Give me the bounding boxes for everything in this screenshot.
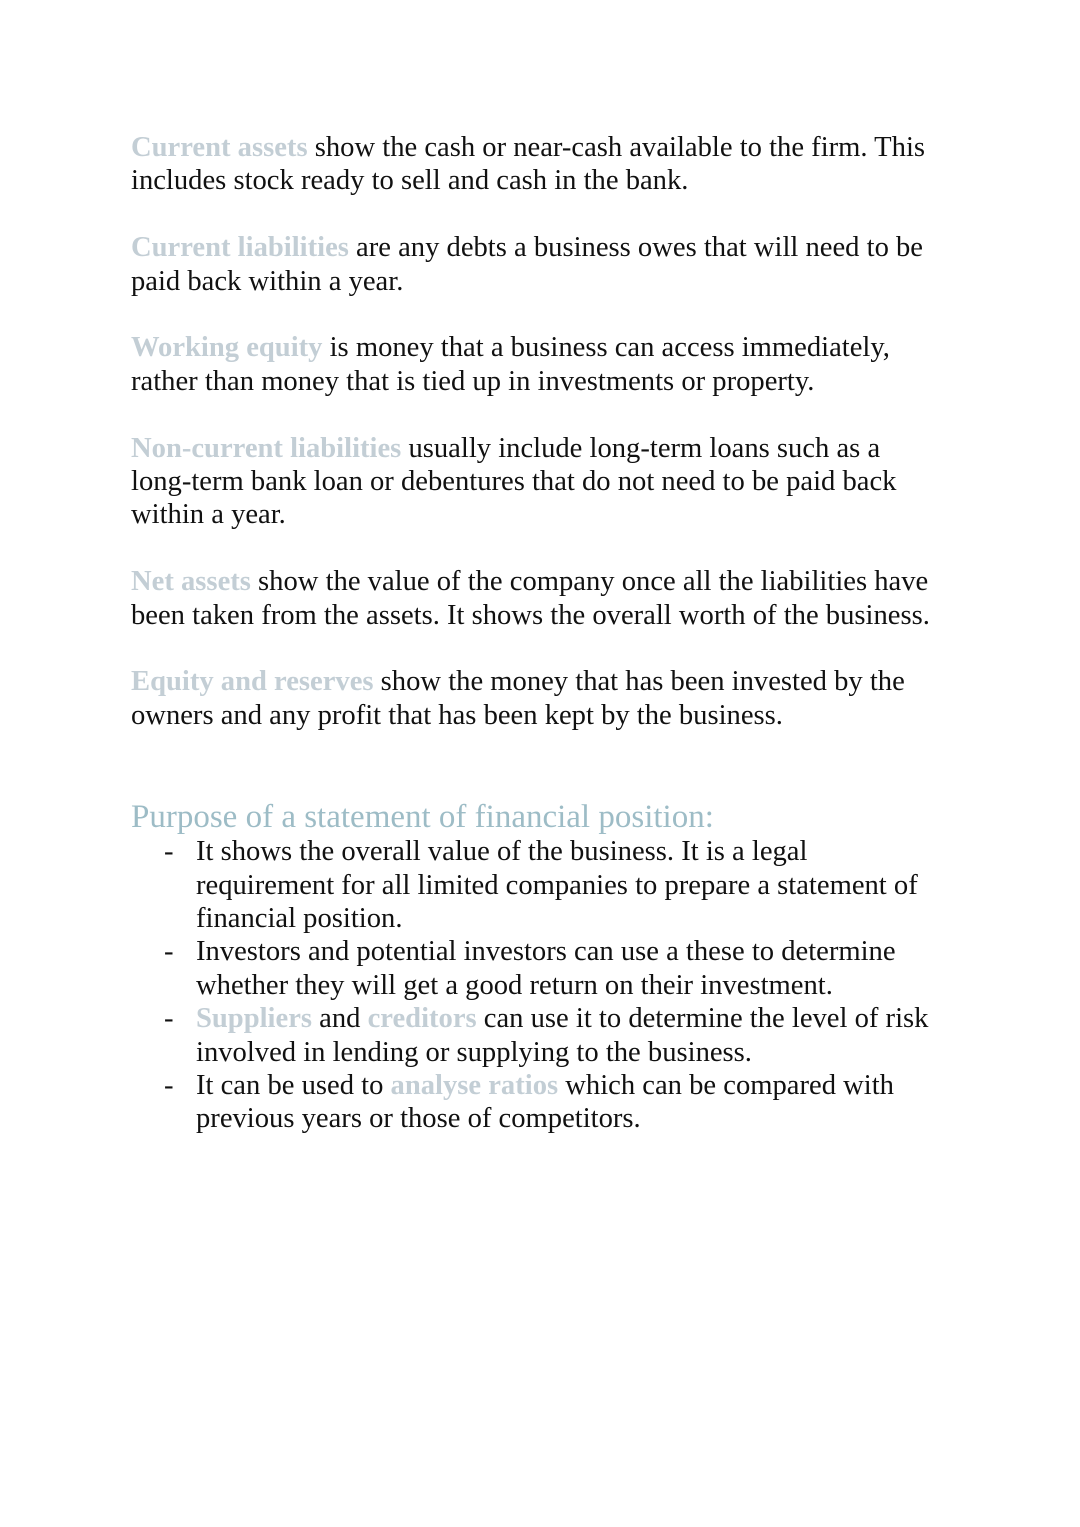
text-line <box>131 365 961 398</box>
list-item <box>131 1002 961 1069</box>
bullet-dash: - <box>164 1070 174 1102</box>
text-line <box>196 869 961 902</box>
body-text: are any debts a business owes that will need to be <box>348 232 923 264</box>
key-term: Working equity <box>131 332 323 364</box>
definition-paragraph <box>131 432 961 532</box>
body-text: show the cash or near-cash available to the firm. This <box>307 132 926 163</box>
key-term: creditors <box>367 1003 477 1035</box>
text-line <box>196 1069 961 1102</box>
section-heading: Purpose of a statement of financial position: <box>131 799 714 836</box>
body-text: previous years or those of competitors. <box>196 1103 641 1135</box>
bullet-dash: - <box>164 1003 174 1035</box>
purpose-list <box>131 835 961 1136</box>
body-text: involved in lending or supplying to the business. <box>196 1036 752 1068</box>
body-text: owners and any profit that has been kept by the business. <box>131 699 783 731</box>
key-term: Equity and reserves <box>131 666 374 698</box>
text-line <box>196 902 961 935</box>
body-text: It can be used to <box>196 1070 391 1102</box>
definition-paragraph <box>131 665 961 732</box>
key-term: Current liabilities <box>131 232 349 264</box>
body-text: show the money that has been invested by the <box>373 666 905 698</box>
text-line <box>131 599 961 632</box>
text-line <box>131 699 961 732</box>
body-text: within a year. <box>131 499 286 531</box>
body-text: whether they will get a good return on their investment. <box>196 969 833 1001</box>
text-line <box>131 498 961 531</box>
text-line <box>196 835 961 868</box>
body-text: financial position. <box>196 903 403 935</box>
document-page <box>131 131 961 1136</box>
text-line <box>196 1036 961 1069</box>
body-text: can use it to determine the level of risk <box>476 1003 929 1035</box>
bullet-dash: - <box>164 836 174 868</box>
definition-paragraph <box>131 565 961 632</box>
key-term: Non-current liabilities <box>131 432 402 464</box>
text-line <box>131 432 961 465</box>
text-line <box>196 1102 961 1135</box>
body-text: been taken from the assets. It shows the overall worth of the business. <box>131 599 930 631</box>
key-term: Current assets <box>131 132 308 163</box>
text-line <box>131 331 961 364</box>
body-text: usually include long-term loans such as a <box>401 432 881 464</box>
body-text: requirement for all limited companies to prepare a statement of <box>196 869 918 901</box>
body-text: and <box>312 1003 368 1035</box>
text-line <box>131 131 961 164</box>
key-term: Net assets <box>131 566 251 598</box>
key-term: analyse ratios <box>390 1070 559 1102</box>
text-line <box>196 1002 961 1035</box>
text-line <box>131 164 961 197</box>
body-text: includes stock ready to sell and cash in the bank. <box>131 165 689 197</box>
body-text: Investors and potential investors can use a these to determine <box>196 936 896 968</box>
text-line <box>131 265 961 298</box>
body-text: paid back within a year. <box>131 265 404 297</box>
key-term: Suppliers <box>196 1003 313 1035</box>
text-line <box>196 935 961 968</box>
text-line <box>131 465 961 498</box>
body-text: rather than money that is tied up in investments or property. <box>131 365 815 397</box>
definitions-section <box>131 131 961 732</box>
body-text: long-term bank loan or debentures that do not need to be paid back <box>131 466 897 498</box>
definition-paragraph <box>131 231 961 298</box>
list-item <box>131 935 961 1002</box>
bullet-dash: - <box>164 936 174 968</box>
body-text: which can be compared with <box>558 1070 894 1102</box>
text-line <box>131 565 961 598</box>
text-line <box>131 665 961 698</box>
list-item <box>131 835 961 935</box>
text-line <box>131 231 961 264</box>
body-text: is money that a business can access immediately, <box>322 332 890 364</box>
body-text: It shows the overall value of the business. It is a legal <box>196 836 808 868</box>
text-line <box>196 969 961 1002</box>
definition-paragraph <box>131 131 961 198</box>
body-text: show the value of the company once all the liabilities have <box>250 566 929 598</box>
list-item <box>131 1069 961 1136</box>
definition-paragraph <box>131 331 961 398</box>
